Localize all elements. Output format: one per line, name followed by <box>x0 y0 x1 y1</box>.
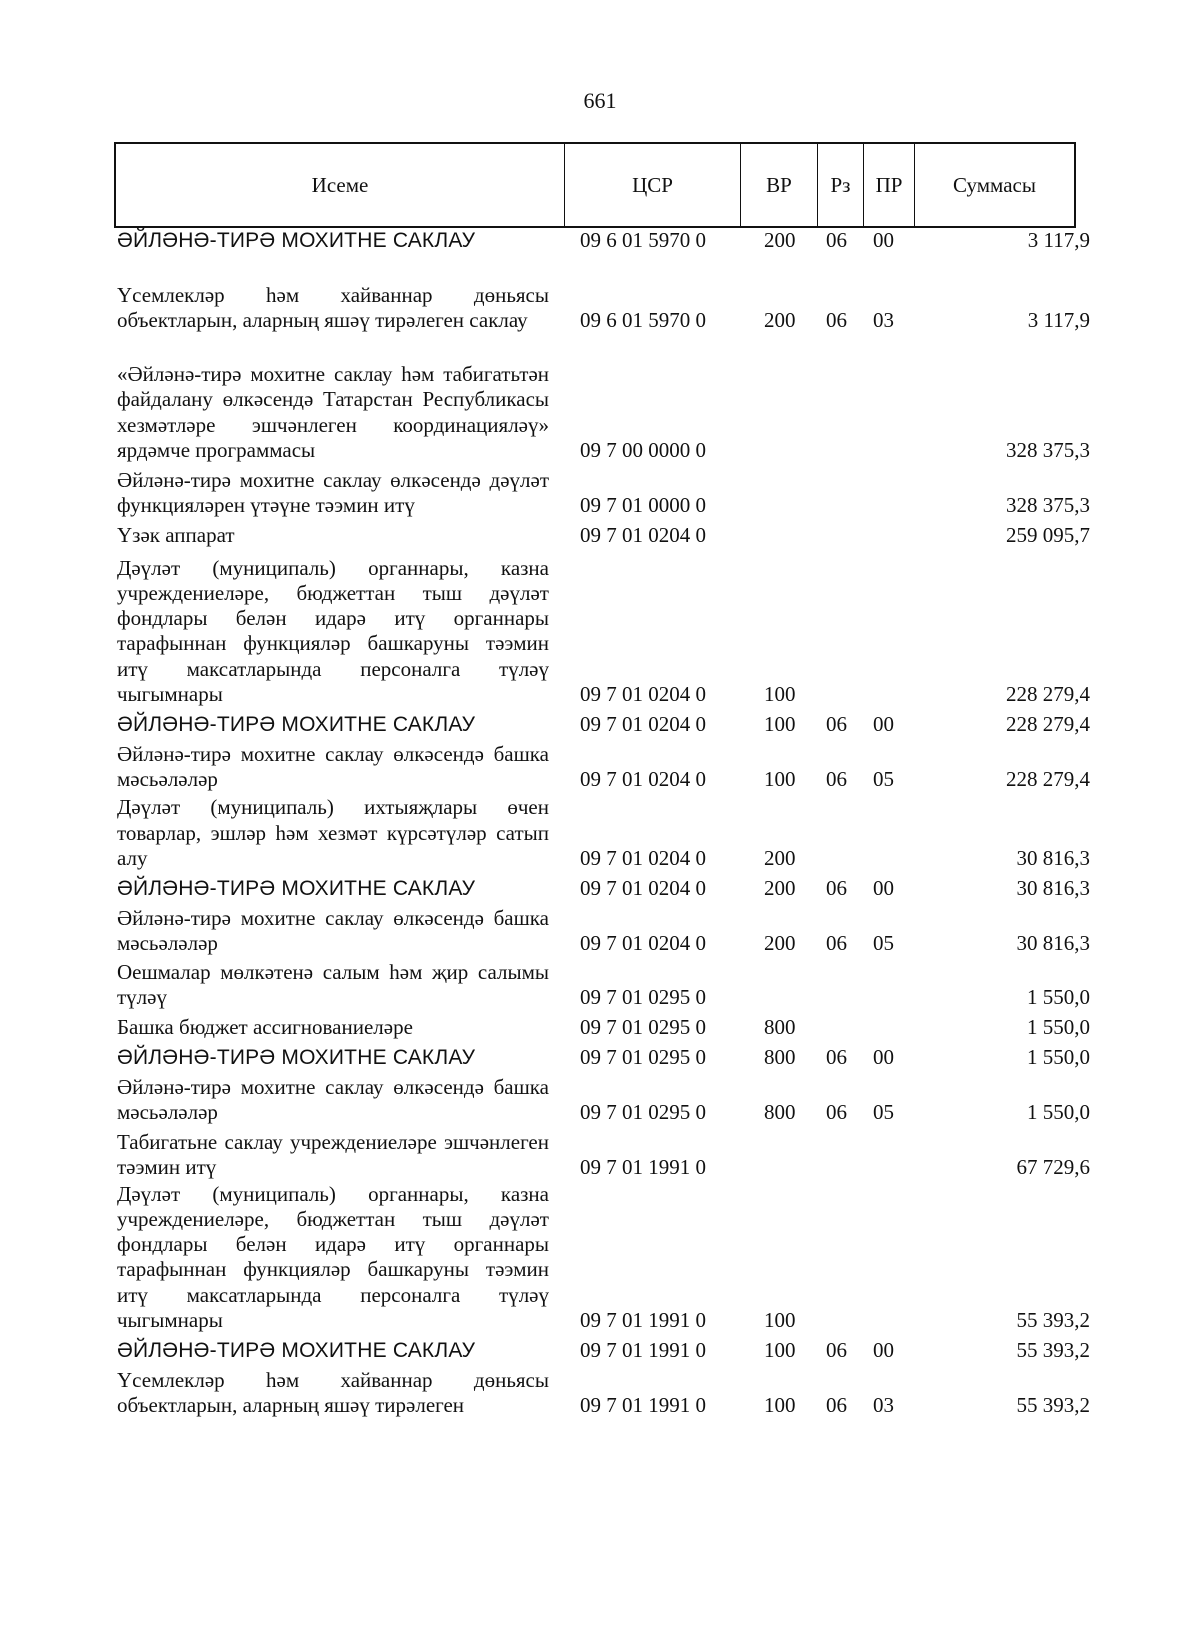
row-sum: 328 375,3 <box>1006 437 1090 462</box>
row-vr-code: 100 <box>764 766 796 791</box>
row-csr-code: 09 7 01 0000 0 <box>580 492 706 517</box>
row-name: Дәүләт (муниципаль) органнары, казна учреждениеләре, бюджеттан тыш дәүләт фондлары белән идарә итү органнары тарафыннан функцияләр башкаруны тәэмин итү максатларында персоналга түләү чыгымнары <box>117 1181 549 1332</box>
row-pr-code: 05 <box>873 930 894 955</box>
row-sum: 1 550,0 <box>1027 1014 1090 1039</box>
row-name: «Әйләнә-тирә мохитне саклау һәм табигатьтән файдалану өлкәсендә Татарстан Республикасы хезмәтләре эшчәнлеген координацияләү» ярдәмче программасы <box>117 362 549 462</box>
row-sum: 1 550,0 <box>1027 1099 1090 1124</box>
row-pr-code: 05 <box>873 1099 894 1124</box>
row-csr-code: 09 7 01 0204 0 <box>580 711 706 736</box>
row-name: ӘЙЛӘНӘ-ТИРӘ МОХИТНЕ САКЛАУ <box>117 712 476 736</box>
row-sum: 228 279,4 <box>1006 766 1090 791</box>
row-csr-code: 09 7 01 1991 0 <box>580 1392 706 1417</box>
row-csr-code: 09 7 01 0204 0 <box>580 522 706 547</box>
row-vr-code: 200 <box>764 307 796 332</box>
row-pr-code: 00 <box>873 227 894 252</box>
row-pr-code: 00 <box>873 1044 894 1069</box>
row-rz-code: 06 <box>826 766 847 791</box>
row-vr-code: 200 <box>764 845 796 870</box>
row-sum: 1 550,0 <box>1027 1044 1090 1069</box>
header-pr: ПР <box>863 144 914 226</box>
row-csr-code: 09 6 01 5970 0 <box>580 307 706 332</box>
row-csr-code: 09 7 01 0295 0 <box>580 1014 706 1039</box>
row-sum: 228 279,4 <box>1006 681 1090 706</box>
row-csr-code: 09 7 01 0204 0 <box>580 875 706 900</box>
row-name: Оешмалар мөлкәтенә салым һәм җир салымы түләү <box>117 959 549 1009</box>
row-rz-code: 06 <box>826 307 847 332</box>
header-rz: Рз <box>817 144 863 226</box>
header-vr: ВР <box>740 144 817 226</box>
row-pr-code: 00 <box>873 875 894 900</box>
header-name: Исеме <box>311 172 369 197</box>
row-sum: 55 393,2 <box>1016 1392 1090 1417</box>
row-name: Әйләнә-тирә мохитне саклау өлкәсендә дәүләт функцияләрен үтәүне тәэмин итү <box>117 467 549 517</box>
row-name: ӘЙЛӘНӘ-ТИРӘ МОХИТНЕ САКЛАУ <box>117 1338 476 1362</box>
row-name: Үзәк аппарат <box>117 522 235 547</box>
row-rz-code: 06 <box>826 1099 847 1124</box>
header-sum: Суммасы <box>914 144 1074 226</box>
row-name: Дәүләт (муниципаль) ихтыяҗлары өчен товарлар, эшләр һәм хезмәт күрсәтүләр сатып алу <box>117 795 549 870</box>
row-pr-code: 00 <box>873 1337 894 1362</box>
row-rz-code: 06 <box>826 1337 847 1362</box>
row-csr-code: 09 7 01 1991 0 <box>580 1337 706 1362</box>
row-rz-code: 06 <box>826 1044 847 1069</box>
row-name: ӘЙЛӘНӘ-ТИРӘ МОХИТНЕ САКЛАУ <box>117 1045 476 1069</box>
row-csr-code: 09 7 01 0204 0 <box>580 845 706 870</box>
row-csr-code: 09 7 01 0204 0 <box>580 766 706 791</box>
row-csr-code: 09 7 01 0295 0 <box>580 1044 706 1069</box>
row-sum: 55 393,2 <box>1016 1337 1090 1362</box>
row-pr-code: 00 <box>873 711 894 736</box>
row-csr-code: 09 6 01 5970 0 <box>580 227 706 252</box>
row-sum: 55 393,2 <box>1016 1307 1090 1332</box>
row-vr-code: 800 <box>764 1099 796 1124</box>
row-vr-code: 200 <box>764 930 796 955</box>
row-name: Әйләнә-тирә мохитне саклау өлкәсендә башка мәсьәләләр <box>117 905 549 955</box>
row-csr-code: 09 7 01 0295 0 <box>580 984 706 1009</box>
row-csr-code: 09 7 01 0204 0 <box>580 681 706 706</box>
row-sum: 259 095,7 <box>1006 522 1090 547</box>
row-csr-code: 09 7 01 0295 0 <box>580 1099 706 1124</box>
row-sum: 67 729,6 <box>1016 1154 1090 1179</box>
row-sum: 3 117,9 <box>1027 307 1090 332</box>
row-rz-code: 06 <box>826 227 847 252</box>
row-csr-code: 09 7 01 1991 0 <box>580 1307 706 1332</box>
row-pr-code: 05 <box>873 766 894 791</box>
row-vr-code: 200 <box>764 227 796 252</box>
row-vr-code: 100 <box>764 711 796 736</box>
row-csr-code: 09 7 01 1991 0 <box>580 1154 706 1179</box>
row-sum: 328 375,3 <box>1006 492 1090 517</box>
row-sum: 30 816,3 <box>1016 930 1090 955</box>
row-name: Үсемлекләр һәм хайваннар дөньясы объектларын, аларның яшәү тирәлеген саклау <box>117 282 549 332</box>
row-sum: 30 816,3 <box>1016 845 1090 870</box>
row-csr-code: 09 7 01 0204 0 <box>580 930 706 955</box>
row-pr-code: 03 <box>873 307 894 332</box>
row-vr-code: 800 <box>764 1014 796 1039</box>
row-vr-code: 200 <box>764 875 796 900</box>
row-rz-code: 06 <box>826 930 847 955</box>
row-vr-code: 100 <box>764 1392 796 1417</box>
row-name: Үсемлекләр һәм хайваннар дөньясы объектларын, аларның яшәү тирәлеген <box>117 1367 549 1417</box>
row-vr-code: 100 <box>764 1307 796 1332</box>
row-name: Дәүләт (муниципаль) органнары, казна учреждениеләре, бюджеттан тыш дәүләт фондлары белән идарә итү органнары тарафыннан функцияләр башкаруны тәэмин итү максатларында персоналга түләү чыгымнары <box>117 555 549 706</box>
row-rz-code: 06 <box>826 875 847 900</box>
row-sum: 30 816,3 <box>1016 875 1090 900</box>
header-csr: ЦСР <box>564 144 740 226</box>
row-rz-code: 06 <box>826 711 847 736</box>
row-name: Әйләнә-тирә мохитне саклау өлкәсендә башка мәсьәләләр <box>117 741 549 791</box>
row-name: Башка бюджет ассигнованиеләре <box>117 1014 413 1039</box>
row-name: ӘЙЛӘНӘ-ТИРӘ МОХИТНЕ САКЛАУ <box>117 876 476 900</box>
page-number: 661 <box>583 88 617 113</box>
row-name: Әйләнә-тирә мохитне саклау өлкәсендә башка мәсьәләләр <box>117 1074 549 1124</box>
row-vr-code: 100 <box>764 681 796 706</box>
row-vr-code: 800 <box>764 1044 796 1069</box>
row-csr-code: 09 7 00 0000 0 <box>580 437 706 462</box>
row-sum: 228 279,4 <box>1006 711 1090 736</box>
row-sum: 3 117,9 <box>1027 227 1090 252</box>
row-vr-code: 100 <box>764 1337 796 1362</box>
row-pr-code: 03 <box>873 1392 894 1417</box>
row-rz-code: 06 <box>826 1392 847 1417</box>
row-name: Табигатьне саклау учреждениеләре эшчәнлеген тәэмин итү <box>117 1129 549 1179</box>
row-sum: 1 550,0 <box>1027 984 1090 1009</box>
row-name: ӘЙЛӘНӘ-ТИРӘ МОХИТНЕ САКЛАУ <box>117 228 476 252</box>
